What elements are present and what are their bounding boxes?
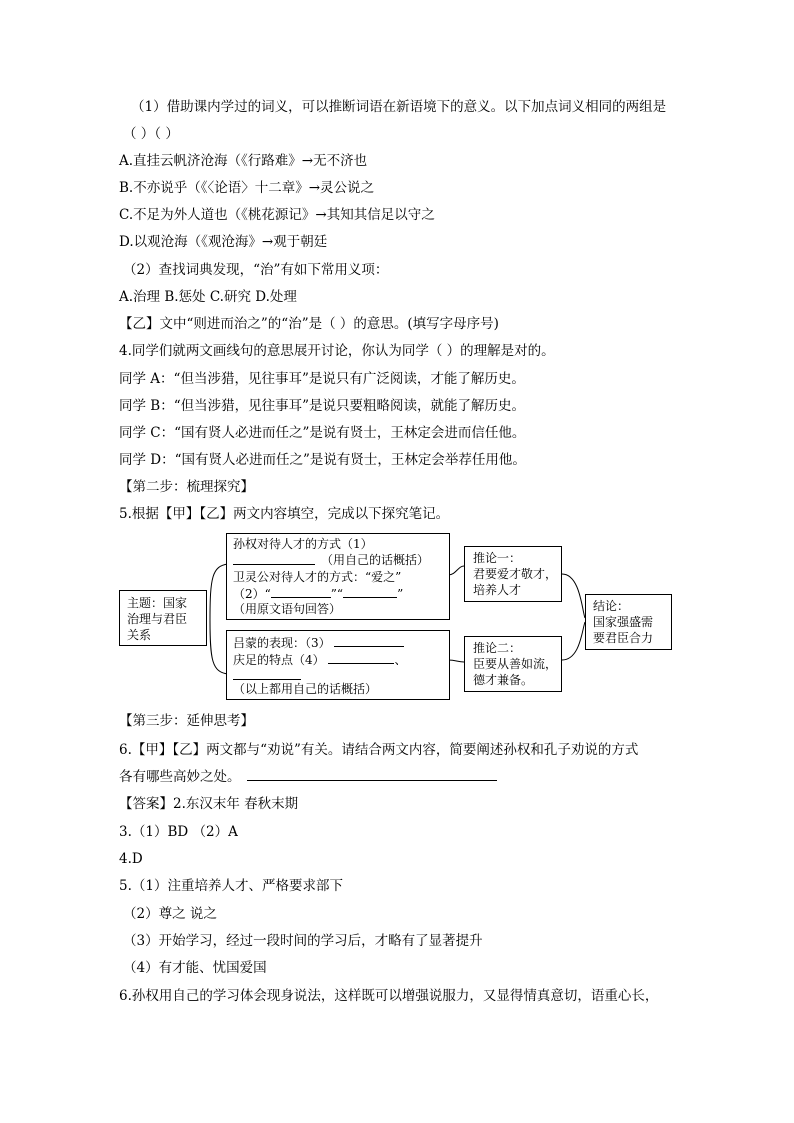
step3-heading: 【第三步：延伸思考】 [119, 713, 254, 729]
q4-option-a: 同学 A：“但当涉猎，见往事耳”是说只有广泛阅读，才能了解历史。 [119, 371, 525, 387]
q3-1-blanks: （ ）（ ） [123, 126, 179, 142]
answer-line-6: （3）开始学习，经过一段时间的学习后，才略有了显著提升 [123, 933, 483, 949]
answer-line-8: 6.孙权用自己的学习体会现身说法，这样既可以增强说服力，又显得情真意切，语重心长， [119, 988, 659, 1004]
q5-stem: 5.根据【甲】【乙】两文内容填空，完成以下探究笔记。 [119, 506, 450, 522]
q3-2-question: 【乙】文中“则进而治之”的“治”是（ ）的意思。(填写字母序号) [119, 316, 499, 332]
answer-line-3: 4.D [119, 851, 143, 867]
answer-line-2: 3.（1）BD （2）A [119, 824, 238, 840]
q4-option-b: 同学 B：“但当涉猎，见往事耳”是说只要粗略阅读，就能了解历史。 [119, 398, 526, 414]
conclusion-box: 结论： 国家强盛需 要君臣合力 [585, 594, 672, 650]
q3-1-option-b: B.不亦说乎（《〈论语〉十二章》→灵公说之 [119, 180, 375, 196]
q3-1-option-c: C.不足为外人道也（《桃花源记》→其知其信足以守之 [119, 207, 435, 223]
answer-line-5: （2）尊之 说之 [123, 906, 217, 922]
step2-heading: 【第二步：梳理探究】 [119, 479, 254, 495]
inference-one-box: 推论一： 君要爱才敬才， 培养人才 [464, 546, 562, 602]
q4-option-c: 同学 C：“国有贤人必进而任之”是说有贤士，王林定会进而信任他。 [119, 425, 526, 441]
q4-stem: 4.同学们就两文画线句的意思展开讨论，你认为同学（ ）的理解是对的。 [119, 343, 555, 359]
q4-option-d: 同学 D：“国有贤人必进而任之”是说有贤士，王林定会举荐任用他。 [119, 452, 526, 468]
q6-line-2: 各有哪些高妙之处。 [119, 766, 497, 787]
answer-line-7: （4）有才能、忧国爱国 [123, 960, 267, 976]
q3-1-option-a: A.直挂云帆济沧海（《行路难》→无不济也 [119, 153, 368, 169]
q3-2-options: A.治理 B.惩处 C.研究 D.处理 [119, 289, 297, 305]
top-analysis-box: 孙权对待人才的方式（1） （用自己的话概括） 卫灵公对待人才的方式：“爱之” （2）“ ”“ ” （用原文语句回答） [226, 533, 450, 620]
q3-1-option-d: D.以观沧海（《观沧海》→观于朝廷 [119, 234, 328, 250]
answer-line-4: 5.（1）注重培养人才、严格要求部下 [119, 878, 343, 894]
bottom-analysis-box: 吕蒙的表现：（3） 庆足的特点（4） 、 （以上都用自己的话概括） [226, 630, 450, 700]
q3-1-stem: （1）借助课内学过的词义，可以推断词语在新语境下的意义。以下加点词义相同的两组是 [131, 99, 667, 115]
q6-line-1: 6.【甲】【乙】两文都与“劝说”有关。请结合两文内容，简要阐述孙权和孔子劝说的方式 [119, 742, 639, 758]
q3-2-stem: （2）查找词典发现，“治”有如下常用义项： [123, 262, 389, 278]
answer-line-1: 【答案】2.东汉末年 春秋末期 [119, 796, 299, 812]
theme-box: 主题：国家 治理与君臣 关系 [119, 590, 207, 646]
inference-two-box: 推论二： 臣要从善如流， 德才兼备。 [464, 636, 562, 692]
